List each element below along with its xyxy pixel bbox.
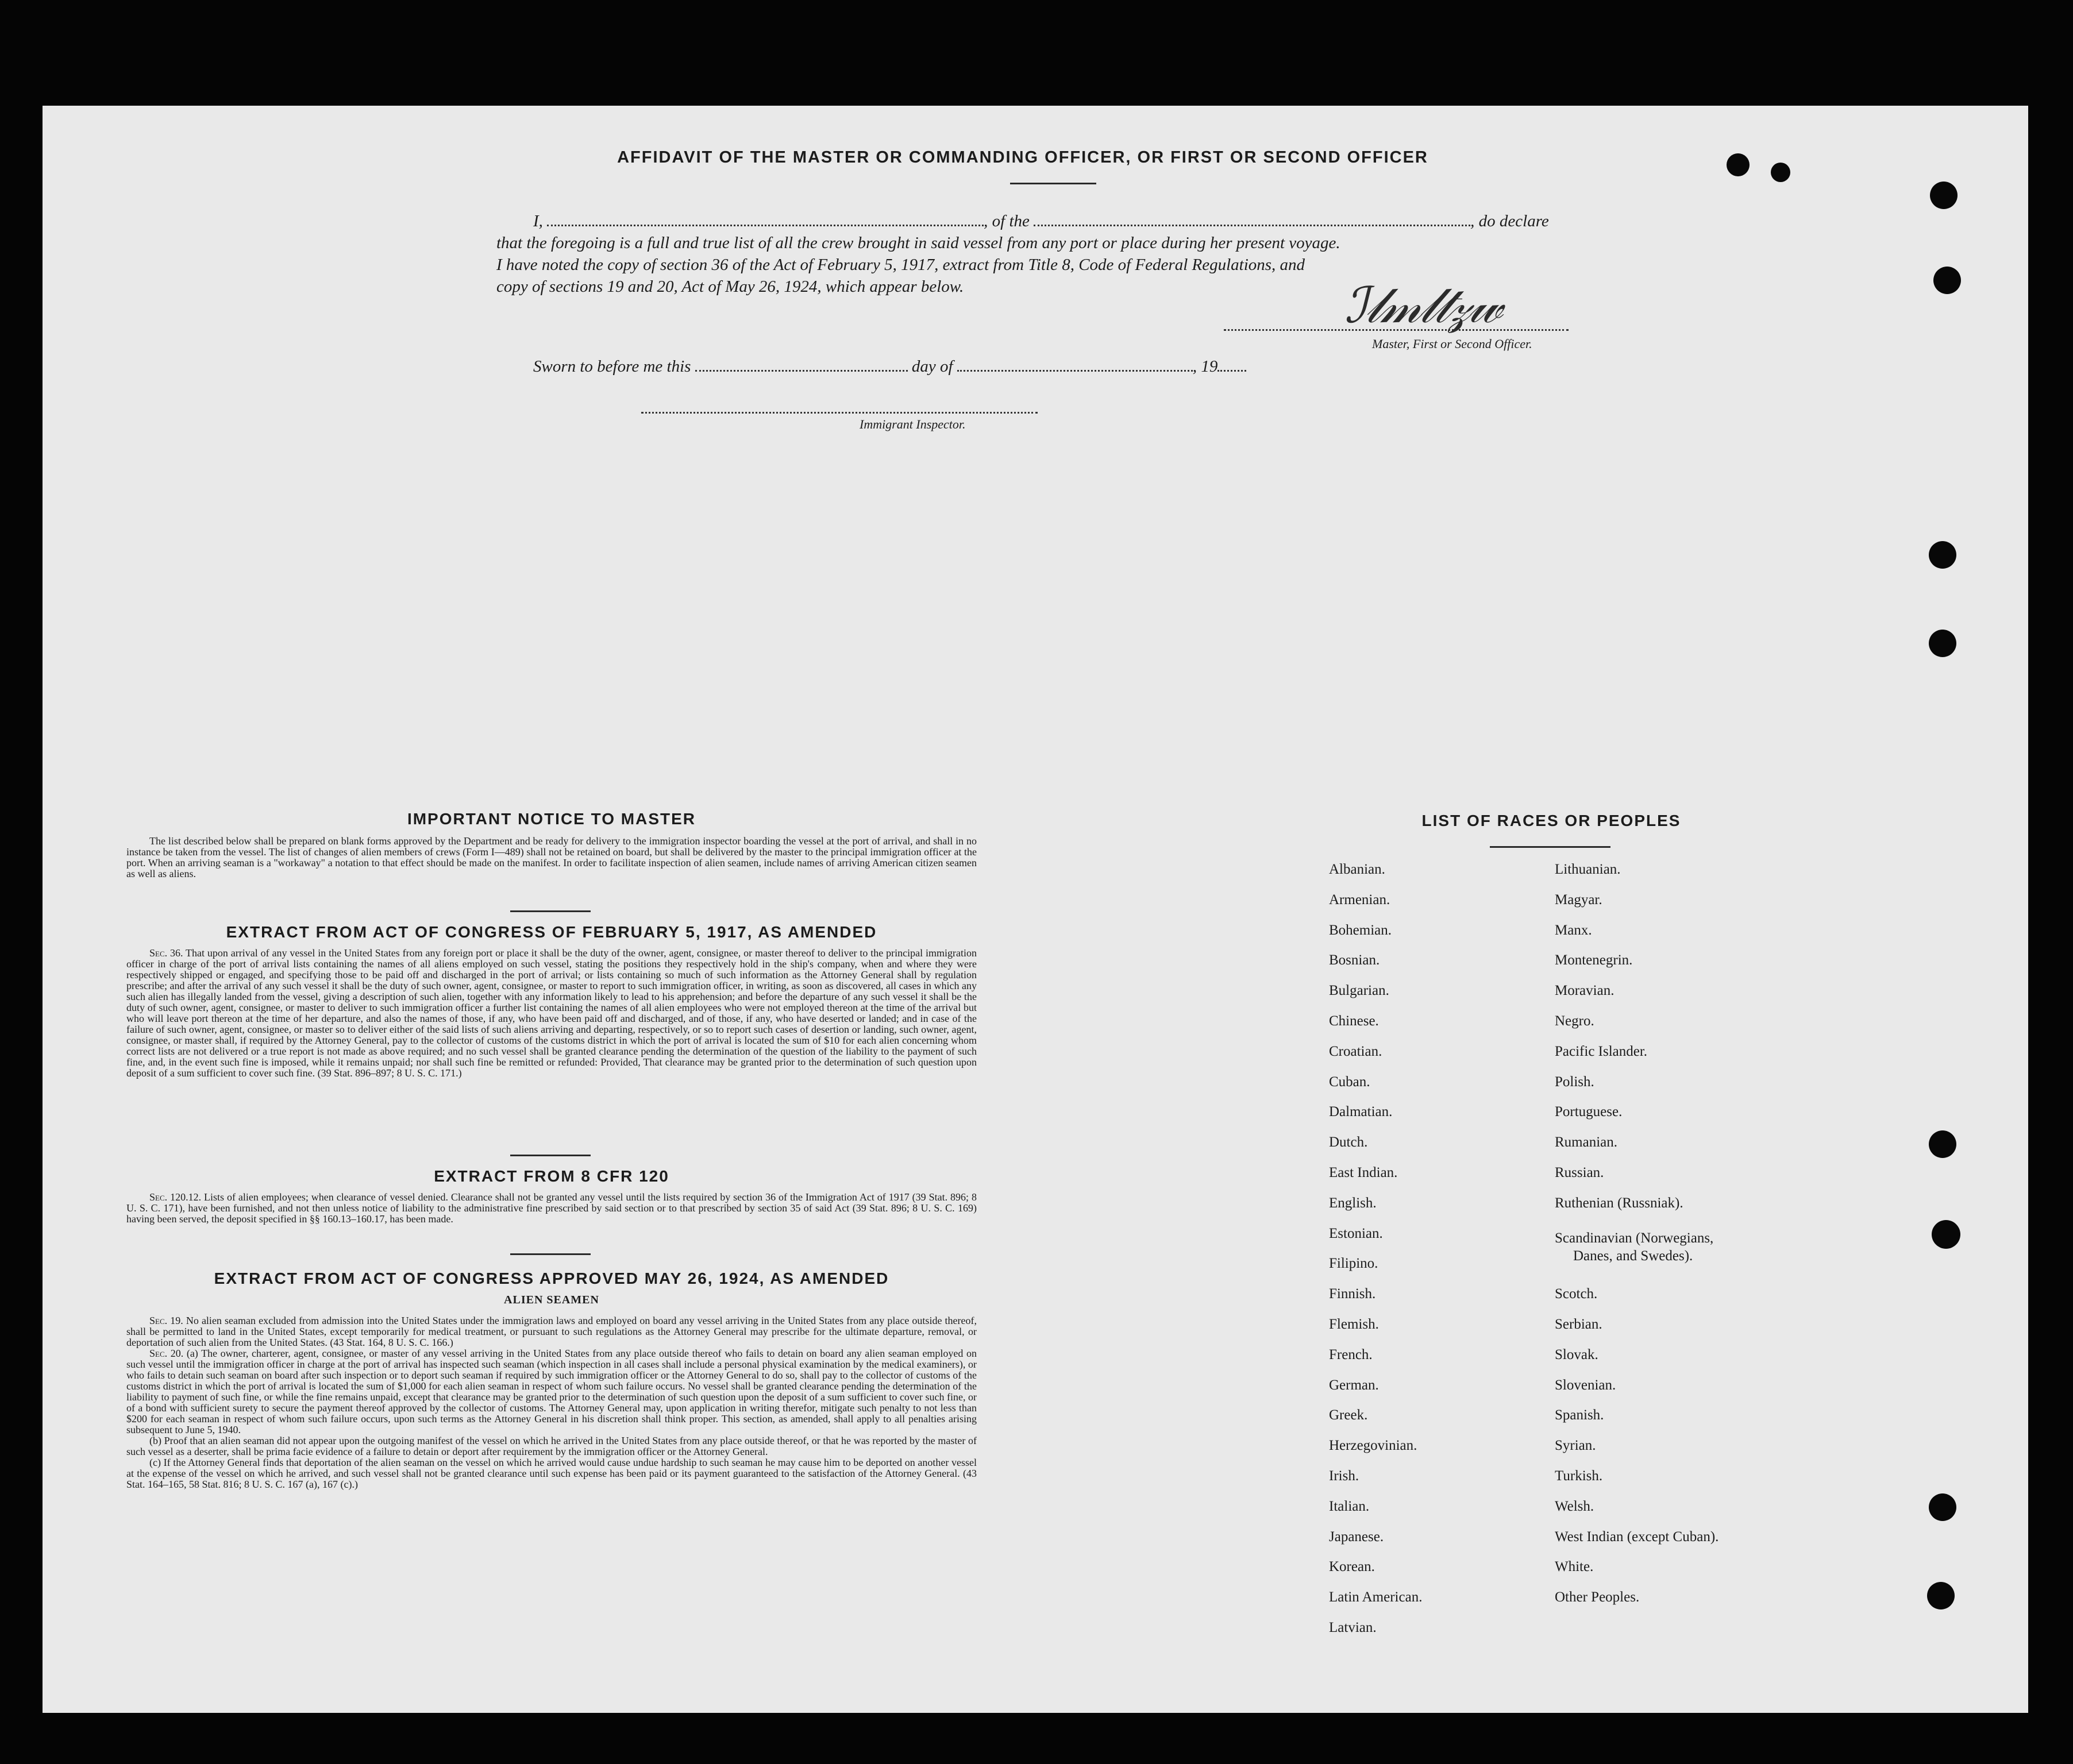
- race-item: Italian.: [1329, 1498, 1370, 1514]
- race-item: West Indian (except Cuban).: [1555, 1528, 1719, 1545]
- race-item: Lithuanian.: [1555, 862, 1621, 877]
- race-item: Japanese.: [1329, 1528, 1384, 1545]
- extract-1924-body: Sec. 19. No alien seaman excluded from admission into the United States under the immigration laws and employed on board any vessel arriving in the United States from any place outside thereof, shall be permitted to land in the United States, except temporarily for medical treatment, or pursuant to such regulations as the Attorney General may prescribe for the ultimate departure, removal, or deportation of such alien from the United States. (43 Stat. 164, 8 U. S. C. 166.) Sec. 20. (a) The owner, charterer, agent, consignee, or master of any vessel arriving in the United States from any place outside thereof who fails to detain on board any alien seaman employed on such vessel until the immigration officer in charge at the port of arrival has inspected such seaman (which inspection in all cases shall include a personal physical examination by the medical examiners), or who fails to detain such seaman on board after such inspection or to deport such seaman if required by such immigration officer or the Attorney General to do so, shall pay to the collector of customs of the customs district in which the port of arrival is located the sum of $1,000 for each alien seaman in respect of whom such failure occurs. No vessel shall be granted clearance pending the determination of the liability to payment of such fine, or while the fine remains unpaid, except that clearance may be granted prior to the determination of such question upon the deposit of a sum sufficient to cover such fine, or of a bond with sufficient surety to secure the payment thereof approved by the collector of customs. The Attorney General may, upon application in writing therefor, mitigate such penalty to not less than $200 for each seaman in respect of whom such failure occurs, upon such terms as the Attorney General in his discretion shall think proper. This section, as amended, shall apply to all penalties arising subsequent to June 5, 1940. (b) Proof that an alien seaman did not appear upon the outgoing manifest of the vessel on which he arrived in the United States from any place outside thereof, or that he was reported by the master of such vessel as a deserter, shall be prima facie evidence of a failure to detain or deport after requirement by the immigration officer or the Attorney General. (c) If the Attorney General finds that deportation of the alien seaman on the vessel on which he arrived would cause undue hardship to such seaman he may cause him to be deported on another vessel at the expense of the vessel on which he arrived, and such vessel shall not be granted clearance until such expense has been paid or its payment guaranteed to the satisfaction of the Attorney General. (43 Stat. 164–165, 58 Stat. 816; 8 U. S. C. 167 (a), 167 (c).): [126, 1315, 977, 1490]
- punch-hole: [1929, 1130, 1956, 1158]
- affidavit-line-1: I, , of the , do declare: [533, 212, 1549, 230]
- punch-hole: [1932, 1220, 1960, 1249]
- race-item: Dutch.: [1329, 1134, 1368, 1151]
- race-item: Latvian.: [1329, 1620, 1377, 1635]
- race-item: Syrian.: [1555, 1438, 1596, 1454]
- race-item: Serbian.: [1555, 1317, 1602, 1332]
- punch-hole: [1933, 267, 1961, 294]
- race-item: Pacific Islander.: [1555, 1043, 1648, 1059]
- race-item: Ruthenian (Russniak).: [1555, 1195, 1683, 1211]
- race-item: East Indian.: [1329, 1165, 1398, 1180]
- race-item: Moravian.: [1555, 983, 1615, 999]
- race-item: Welsh.: [1555, 1498, 1594, 1514]
- race-item: Turkish.: [1555, 1468, 1603, 1484]
- punch-hole: [1930, 182, 1958, 209]
- extract-cfr-body: Sec. 120.12. Lists of alien employees; when clearance of vessel denied. Clearance shall not be granted any vessel until the lists required by section 36 of the Immigration Act of 1917 (39 Stat. 896; 8 U. S. C. 171), have been furnished, and not then unless notice of liability to the administrative fine prescribed by said section or to that prescribed by section 35 of said Act (39 Stat. 896; 8 U. S. C. 169) having been served, the deposit specified in §§ 160.13–160.17, has been made.: [126, 1191, 977, 1225]
- race-item: Filipino.: [1329, 1256, 1378, 1272]
- race-item: German.: [1329, 1377, 1379, 1393]
- race-item: Chinese.: [1329, 1013, 1379, 1029]
- race-item: Portuguese.: [1555, 1104, 1623, 1120]
- race-item: Slovak.: [1555, 1346, 1598, 1362]
- race-item: Other Peoples.: [1555, 1589, 1640, 1605]
- extract-1917-body: Sec. 36. That upon arrival of any vessel in the United States from any foreign port or place it shall be the duty of the owner, agent, consignee, or master thereof to deliver to the principal immigration officer in charge of the port of arrival lists containing the names of all aliens employed on such vessel, stating the positions they respectively hold in the ship's company, when and where they were respectively shipped or engaged, and specifying those to be paid off and discharged in the port of arrival; or lists containing so much of such information as the Attorney General shall by regulation prescribe; and after the arrival of any such vessel it shall be the duty of such owner, agent, consignee, or master to report to such immigration officer, in writing, as soon as discovered, all cases in which any such alien has illegally landed from the vessel, giving a description of such alien, together with any information likely to lead to his apprehension; and before the departure of any such vessel it shall be the duty of such owner, agent, consignee, or master to deliver to such immigration officer a further list containing the names of all alien employees who were not employed thereon at the time of the arrival but who will leave port thereon at the time of her departure, and also the names of those, if any, who have been paid off and discharged, and of those, if any, who have deserted or landed; and in case of the failure of such owner, agent, consignee, or master so to deliver either of the said lists of such aliens arriving and departing, respectively, or so to report such cases of desertion or landing, such owner, agent, consignee, or master shall, if required by the Attorney General, pay to the collector of customs of the customs district in which the port of arrival is located the sum of $10 for each alien concerning whom correct lists are not delivered or a true report is not made as above required; and no such vessel shall be granted clearance pending the determination of the question of the liability to the payment of such fine, and, in the event such fine is imposed, while it remains unpaid; nor shall such fine be remitted or refunded: Provided, That clearance may be granted prior to the determination of such question upon deposit of a sum sufficient to cover such fine. (39 Stat. 896–897; 8 U. S. C. 171.): [126, 947, 977, 1079]
- race-item: White.: [1555, 1559, 1594, 1575]
- notice-body: The list described below shall be prepared on blank forms approved by the Department and be ready for delivery to the immigration inspector boarding the vessel at the port of arrival, and shall in no instance be taken from the vessel. The list of changes of alien members of crews (Form I—489) shall not be retained on board, but shall be delivered by the master to the principal immigration officer at the port. When an arriving seaman is a "workaway" a notation to that effect should be made on the manifest. In order to facilitate inspection of alien seamen, include names of arriving American citizen seamen as well as aliens.: [126, 835, 977, 879]
- race-item: Bohemian.: [1329, 922, 1392, 938]
- punch-hole: [1727, 153, 1750, 176]
- race-item: Irish.: [1329, 1468, 1359, 1484]
- race-item: Negro.: [1555, 1013, 1594, 1029]
- race-item: Albanian.: [1329, 862, 1385, 877]
- race-item: Montenegrin.: [1555, 952, 1633, 968]
- race-item: Magyar.: [1555, 891, 1602, 908]
- race-item: Bosnian.: [1329, 952, 1380, 968]
- affidavit-line-2: that the foregoing is a full and true list of all the crew brought in said vessel from any port or place during her present voyage.: [496, 234, 1340, 252]
- race-item: Scotch.: [1555, 1286, 1598, 1302]
- punch-hole: [1771, 163, 1790, 182]
- punch-hole: [1929, 1493, 1956, 1521]
- divider: [510, 910, 591, 912]
- race-item: Herzegovinian.: [1329, 1438, 1417, 1454]
- notice-title: IMPORTANT NOTICE TO MASTER: [407, 810, 696, 828]
- divider: [510, 1253, 591, 1255]
- inspector-caption: Immigrant Inspector.: [860, 417, 966, 431]
- race-item: Flemish.: [1329, 1317, 1379, 1332]
- race-item: Rumanian.: [1555, 1134, 1618, 1151]
- race-item: Greek.: [1329, 1407, 1368, 1423]
- race-item: Estonian.: [1329, 1225, 1383, 1241]
- race-item: Korean.: [1329, 1559, 1375, 1575]
- race-item: Bulgarian.: [1329, 983, 1389, 999]
- race-item: Cuban.: [1329, 1074, 1370, 1090]
- punch-hole: [1929, 630, 1956, 657]
- affidavit-line-3: I have noted the copy of section 36 of the Act of February 5, 1917, extract from Title 8, Code of Federal Regulations, and: [496, 256, 1305, 274]
- extract-1917-title: EXTRACT FROM ACT OF CONGRESS OF FEBRUARY 5, 1917, AS AMENDED: [226, 923, 877, 941]
- affidavit-title: AFFIDAVIT OF THE MASTER OR COMMANDING OFFICER, OR FIRST OR SECOND OFFICER: [617, 148, 1428, 167]
- extract-cfr-title: EXTRACT FROM 8 CFR 120: [434, 1167, 669, 1185]
- race-item: Finnish.: [1329, 1286, 1376, 1302]
- race-item: English.: [1329, 1195, 1377, 1211]
- race-item: Slovenian.: [1555, 1377, 1616, 1393]
- race-item: Polish.: [1555, 1074, 1594, 1090]
- signature-caption: Master, First or Second Officer.: [1372, 337, 1532, 351]
- punch-hole: [1929, 541, 1956, 569]
- race-item: Armenian.: [1329, 891, 1390, 908]
- affidavit-line-4: copy of sections 19 and 20, Act of May 26, 1924, which appear below.: [496, 277, 964, 296]
- race-item: Manx.: [1555, 922, 1592, 938]
- handwritten-signature: ℐ𝓁𝓂𝓁𝓉𝓏𝓌: [1344, 277, 1501, 334]
- race-item: Danes, and Swedes).: [1573, 1248, 1693, 1264]
- divider: [510, 1155, 591, 1156]
- extract-1924-subtitle: ALIEN SEAMEN: [504, 1294, 599, 1306]
- divider: [1010, 183, 1096, 184]
- races-title: LIST OF RACES OR PEOPLES: [1421, 812, 1681, 829]
- race-item: Spanish.: [1555, 1407, 1604, 1423]
- race-item: Dalmatian.: [1329, 1104, 1393, 1120]
- sworn-line: Sworn to before me this day of , 19: [533, 357, 1246, 376]
- race-item: French.: [1329, 1346, 1373, 1362]
- race-item: Croatian.: [1329, 1043, 1382, 1059]
- extract-1924-title: EXTRACT FROM ACT OF CONGRESS APPROVED MAY 26, 1924, AS AMENDED: [214, 1269, 889, 1287]
- punch-hole: [1927, 1582, 1955, 1609]
- divider: [1490, 846, 1610, 848]
- race-item: Russian.: [1555, 1165, 1604, 1180]
- inspector-line: [641, 412, 1038, 414]
- race-item: Scandinavian (Norwegians,: [1555, 1230, 1714, 1246]
- race-item: Latin American.: [1329, 1589, 1423, 1605]
